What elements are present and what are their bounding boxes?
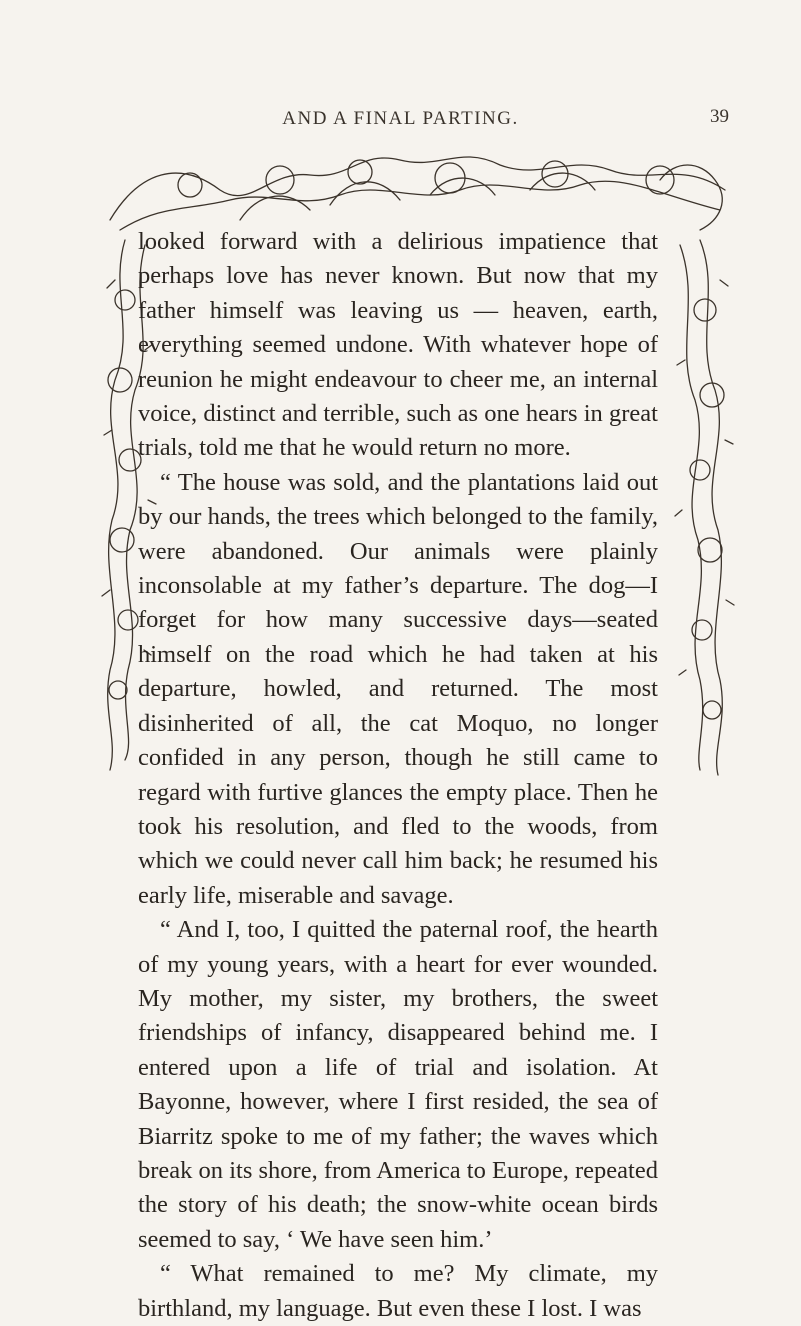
paragraph-1: looked forward with a delirious impatience that perhaps love has never known. But now that my father himself was leaving us — heaven, earth, everything seemed undone. With whatever hope of reunion he might endeavour to cheer me, an internal voice, distinct and terrible, such as one hears in great trials, told me that he would return no more.	[138, 228, 658, 462]
paragraph-3: “ And I, too, I quitted the paternal roof, the hearth of my young years, with a heart for ever wounded. My mother, my sister, my brothers, the sweet friendships of infancy, disappeared behind me. I entered upon a life of trial and isolation. At Bayonne, however, where I first resided, the sea of Biarritz spoke to me of my father; the waves which break on its shore, from America to Europe, repeated the story of his death; the snow-white ocean birds seemed to say, ‘ We have seen him.’	[138, 916, 658, 1253]
paragraph-4: “ What remained to me? My climate, my birthland, my language. But even these I lost. I was	[138, 1260, 658, 1322]
body-text	[138, 225, 658, 1326]
paragraph-2: “ The house was sold, and the plantations laid out by our hands, the trees which belonged to the family, were abandoned. Our animals were plainly inconsolable at my father’s departure. The dog—I forget for how many successive days—seated himself on the road which he had taken at his departure, howled, and returned. The most disinherited of all, the cat Moquo, no longer confided in any person, though he still came to regard with furtive glances the empty place. Then he took his resolution, and fled to the woods, from which we could never call him back; he resumed his early life, miserable and savage.	[138, 468, 658, 909]
running-head: AND A FINAL PARTING.	[282, 108, 519, 129]
page-number: 39	[710, 106, 729, 127]
